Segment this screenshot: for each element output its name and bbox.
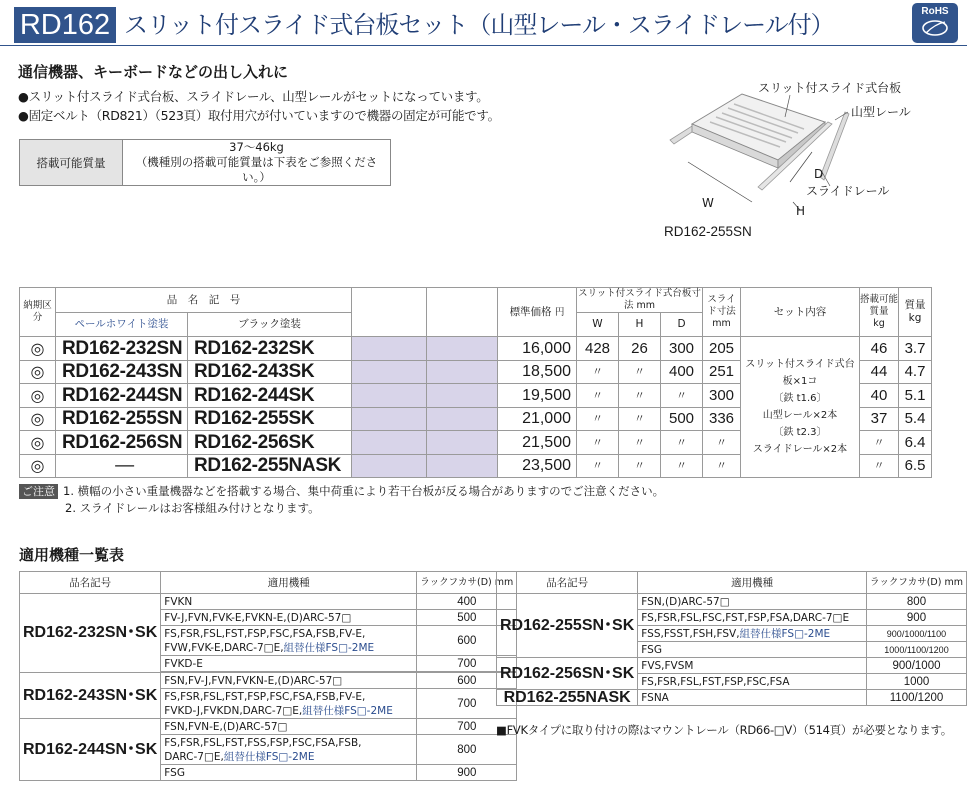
compat-part: RD162-255SN･SK (497, 594, 638, 658)
blank-header (352, 288, 427, 337)
compat-models: FSG (638, 642, 867, 658)
set-contents: スリット付スライド式台板×1コ 〔鉄 t1.6〕 山型レール×2本 〔鉄 t2.3〕 スライドレール×2本 (741, 337, 860, 478)
section-subtitle: 通信機器、キーボードなどの出し入れに (18, 63, 289, 81)
depth: 500 (661, 407, 703, 431)
width: 〃 (577, 407, 619, 431)
load: 44 (860, 360, 899, 384)
leaf-icon (920, 18, 950, 38)
rack-depth: 500 (417, 610, 517, 626)
compat-models-header: 適用機種 (161, 572, 417, 594)
h-header: H (619, 313, 661, 337)
feature-bullet: ●固定ベルト（RD821）（523頁）取付用穴が付いていますので機器の固定が可能です。 (18, 108, 500, 123)
compat-models: FV-J,FVN,FVK-E,FVKN-E,(D)ARC-57□ (161, 610, 417, 626)
d-header: D (661, 313, 703, 337)
blank-cell (427, 431, 498, 455)
pale-part-number: RD162-243SN (56, 360, 188, 384)
price-header: 標準価格 円 (498, 288, 577, 337)
delivery-mark: ◎ (20, 337, 56, 361)
rack-depth: 400 (417, 594, 517, 610)
dimension-w: W (702, 196, 714, 210)
load-label: 搭載可能質量 (20, 140, 123, 186)
load: 40 (860, 384, 899, 408)
title-rule (0, 45, 967, 46)
height: 〃 (619, 384, 661, 408)
compat-models: FSN,FVN-E,(D)ARC-57□ (161, 719, 417, 735)
price: 18,500 (498, 360, 577, 384)
rack-depth: 900/1000/1100 (867, 626, 967, 642)
footnote: ■FVKタイプに取り付けの際はマウントレール（RD66-□V）（514頁）が必要となります。 (496, 723, 952, 737)
pale-white-header: ペールホワイト塗装 (56, 313, 188, 337)
mass: 3.7 (899, 337, 932, 361)
compat-table-right (496, 571, 967, 706)
compat-models: FS,FSR,FSL,FST,FSP,FSC,FSA (638, 674, 867, 690)
compat-title: 適用機種一覧表 (19, 546, 125, 564)
rack-depth: 900 (867, 610, 967, 626)
compat-models: FSG (161, 765, 417, 781)
blank-cell (427, 360, 498, 384)
depth: 〃 (661, 454, 703, 478)
rack-depth: 700 (417, 689, 517, 719)
compat-models: FS,FSR,FSL,FST,FSP,FSC,FSA,FSB,FV-E, FVW,FVK-E,DARC-7□E,組替仕様FS□-2ME (161, 626, 417, 656)
dimension-d: D (814, 167, 824, 181)
slide-header: スライド寸法 mm (703, 288, 741, 337)
load-value-cell (123, 140, 391, 186)
mass: 5.1 (899, 384, 932, 408)
compat-rack-header: ラックフカサ(D) mm (417, 572, 517, 594)
height: 〃 (619, 360, 661, 384)
width: 428 (577, 337, 619, 361)
product-illustration (630, 62, 960, 262)
delivery-mark: ◎ (20, 431, 56, 455)
black-header: ブラック塗装 (188, 313, 352, 337)
blank-cell (352, 431, 427, 455)
load-note: （機種別の搭載可能質量は下表をご参照ください。） (135, 155, 378, 184)
load-header: 搭載可能質量 kg (860, 288, 899, 337)
delivery-mark: ◎ (20, 454, 56, 478)
rack-depth: 1000 (867, 674, 967, 690)
compat-models: FVS,FVSM (638, 658, 867, 674)
compat-models: FS,FSR,FSL,FSC,FST,FSP,FSA,DARC-7□E (638, 610, 867, 626)
slide: 205 (703, 337, 741, 361)
rack-depth: 700 (417, 656, 517, 672)
delivery-mark: ◎ (20, 360, 56, 384)
width: 〃 (577, 384, 619, 408)
blank-cell (352, 384, 427, 408)
compat-models: FSN,FV-J,FVN,FVKN-E,(D)ARC-57□ (161, 673, 417, 689)
mountain-rail-label: 山型レール (851, 105, 911, 119)
compat-part: RD162-243SN･SK (20, 673, 161, 719)
delivery-mark: ◎ (20, 407, 56, 431)
board-label: スリット付スライド式台板 (758, 81, 902, 95)
compat-models-header: 適用機種 (638, 572, 867, 594)
price: 16,000 (498, 337, 577, 361)
notice-line-2: 2. スライドレールはお客様組み付けとなります。 (65, 501, 320, 515)
rack-depth: 900 (417, 765, 517, 781)
price: 23,500 (498, 454, 577, 478)
product-table (19, 287, 932, 478)
mass: 4.7 (899, 360, 932, 384)
mass: 5.4 (899, 407, 932, 431)
pale-part-number: RD162-232SN (56, 337, 188, 361)
notice (19, 483, 664, 517)
part-number-header: 品 名 記 号 (56, 288, 352, 313)
rohs-badge (912, 3, 958, 43)
load-spec-table (19, 139, 391, 186)
compat-models: FS,FSR,FSL,FST,FSS,FSP,FSC,FSA,FSB, DARC-7□E,組替仕様FS□-2ME (161, 735, 417, 765)
black-part-number: RD162-244SK (188, 384, 352, 408)
rack-depth: 600 (417, 626, 517, 656)
black-part-number: RD162-255NASK (188, 454, 352, 478)
width: 〃 (577, 431, 619, 455)
price: 21,000 (498, 407, 577, 431)
black-part-number: RD162-232SK (188, 337, 352, 361)
pale-part-number: RD162-255SN (56, 407, 188, 431)
rack-depth: 1100/1200 (867, 690, 967, 706)
load: 46 (860, 337, 899, 361)
compat-part-header: 品名記号 (497, 572, 638, 594)
blank-cell (352, 337, 427, 361)
compat-models: FSS,FSST,FSH,FSV,組替仕様FS□-2ME (638, 626, 867, 642)
load: 〃 (860, 454, 899, 478)
blank-cell (427, 454, 498, 478)
page-title: スリット付スライド式台板セット（山型レール・スライドレール付） (124, 11, 834, 39)
table-row (20, 337, 932, 361)
board-dims-header: スリット付スライド式台板寸法 mm (578, 288, 701, 311)
compat-part: RD162-244SN･SK (20, 719, 161, 781)
compat-part: RD162-255NASK (497, 690, 638, 706)
compat-models: FS,FSR,FSL,FST,FSP,FSC,FSA,FSB,FV-E, FVKD-J,FVKDN,DARC-7□E,組替仕様FS□-2ME (161, 689, 417, 719)
height: 〃 (619, 407, 661, 431)
pale-part-number: RD162-244SN (56, 384, 188, 408)
pale-part-number: — (56, 454, 188, 478)
set-header: セット内容 (741, 288, 860, 337)
compat-part: RD162-232SN･SK (20, 594, 161, 673)
rack-depth: 600 (417, 673, 517, 689)
delivery-mark: ◎ (20, 384, 56, 408)
blank-cell (427, 384, 498, 408)
width: 〃 (577, 454, 619, 478)
depth: 〃 (661, 384, 703, 408)
load: 37 (860, 407, 899, 431)
compat-rack-header: ラックフカサ(D) mm (867, 572, 967, 594)
rack-depth: 700 (417, 719, 517, 735)
rack-depth: 900/1000 (867, 658, 967, 674)
width: 〃 (577, 360, 619, 384)
black-part-number: RD162-256SK (188, 431, 352, 455)
compat-part: RD162-256SN･SK (497, 658, 638, 690)
blank-cell (352, 360, 427, 384)
mass-header: 質量 kg (899, 288, 932, 337)
notice-line-1: 1. 横幅の小さい重量機器などを搭載する場合、集中荷重により若干台板が反る場合がありますのでご注意ください。 (63, 484, 665, 498)
depth: 400 (661, 360, 703, 384)
slide: 〃 (703, 431, 741, 455)
delivery-header: 納期区分 (20, 288, 56, 337)
compat-part-header: 品名記号 (20, 572, 161, 594)
load-value: 37〜46kg (229, 140, 284, 154)
blank-cell (427, 337, 498, 361)
slide: 〃 (703, 454, 741, 478)
mass: 6.5 (899, 454, 932, 478)
product-code: RD162 (14, 7, 116, 43)
height: 〃 (619, 431, 661, 455)
illustration-model: RD162-255SN (664, 224, 752, 239)
mass: 6.4 (899, 431, 932, 455)
compat-table-left (19, 571, 517, 781)
rack-depth: 800 (867, 594, 967, 610)
slide-rail-label: スライドレール (806, 184, 890, 198)
rack-depth: 800 (417, 735, 517, 765)
slide: 251 (703, 360, 741, 384)
pale-part-number: RD162-256SN (56, 431, 188, 455)
dimension-h: H (796, 204, 806, 218)
compat-models: FVKD-E (161, 656, 417, 672)
w-header: W (577, 313, 619, 337)
blank-cell (427, 407, 498, 431)
blank-cell (352, 454, 427, 478)
compat-models: FVKN (161, 594, 417, 610)
black-part-number: RD162-243SK (188, 360, 352, 384)
blank-header (427, 288, 498, 337)
height: 〃 (619, 454, 661, 478)
compat-models: FSN,(D)ARC-57□ (638, 594, 867, 610)
price: 19,500 (498, 384, 577, 408)
rack-depth: 1000/1100/1200 (867, 642, 967, 658)
slide: 336 (703, 407, 741, 431)
depth: 300 (661, 337, 703, 361)
depth: 〃 (661, 431, 703, 455)
height: 26 (619, 337, 661, 361)
blank-cell (352, 407, 427, 431)
feature-bullet: ●スリット付スライド式台板、スライドレール、山型レールがセットになっています。 (18, 89, 489, 104)
slide: 300 (703, 384, 741, 408)
notice-tag: ご注意 (19, 484, 58, 499)
black-part-number: RD162-255SK (188, 407, 352, 431)
compat-models: FSNA (638, 690, 867, 706)
rohs-label: RoHS (921, 6, 949, 17)
price: 21,500 (498, 431, 577, 455)
load: 〃 (860, 431, 899, 455)
